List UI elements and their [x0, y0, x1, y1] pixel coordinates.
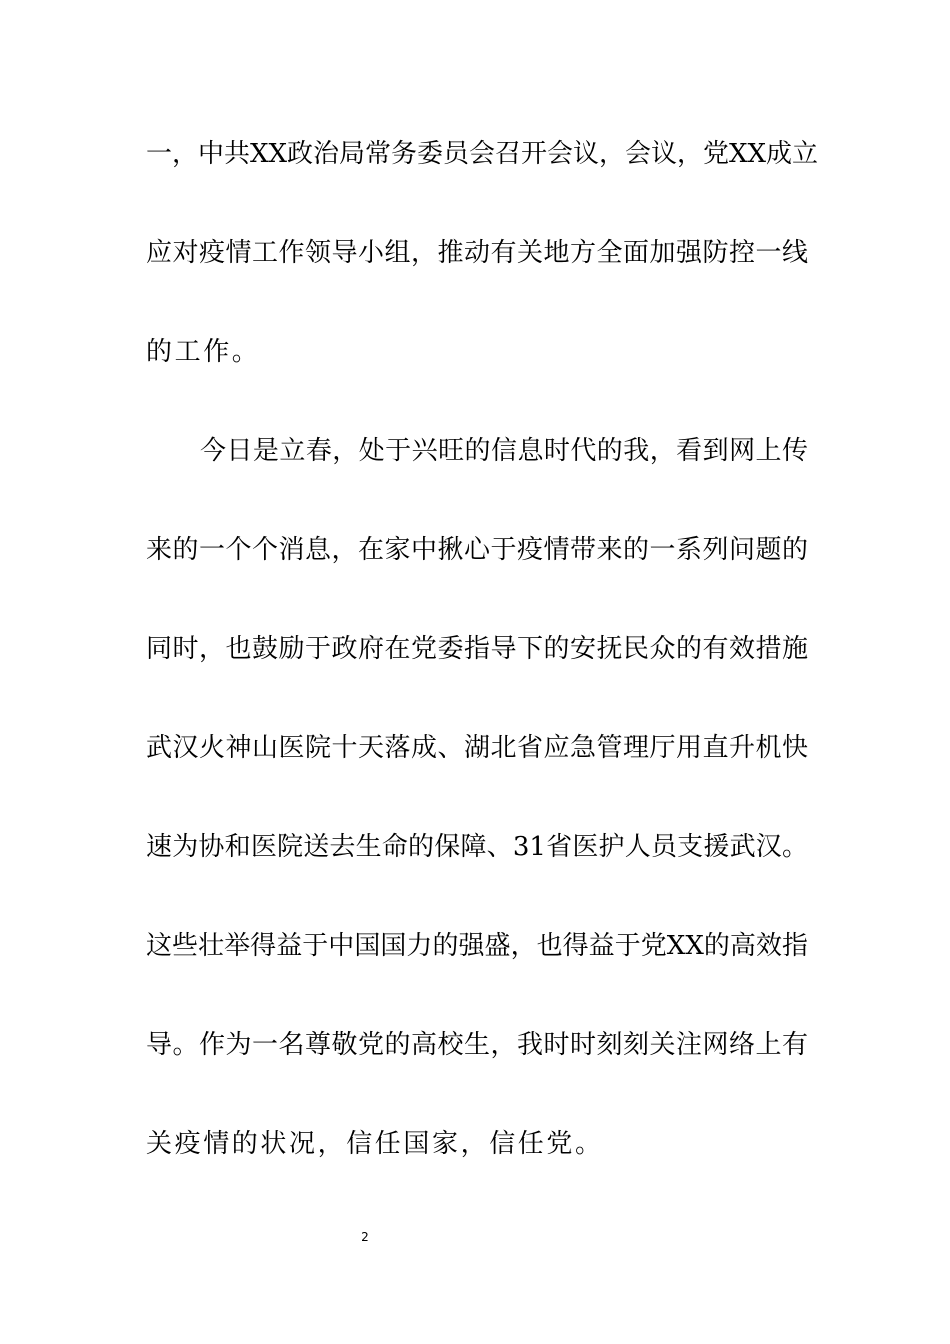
paragraph-line-5: 来的一个个消息，在家中揪心于疫情带来的一系列问题的 [146, 535, 808, 565]
paragraph-line-4: 今日是立春，处于兴旺的信息时代的我，看到网上传 [200, 436, 808, 466]
paragraph-line-11: 关疫情的状况，信任国家，信任党。 [146, 1129, 604, 1159]
paragraph-line-3: 的工作。 [146, 337, 261, 367]
paragraph-line-8: 速为协和医院送去生命的保障、31省医护人员支援武汉。 [146, 832, 808, 862]
paragraph-line-1: 一，中共XX政治局常务委员会召开会议，会议，党XX成立 [146, 139, 819, 169]
page-number: 2 [361, 1230, 369, 1244]
paragraph-line-6: 同时，也鼓励于政府在党委指导下的安抚民众的有效措施 [146, 634, 808, 664]
paragraph-line-2: 应对疫情工作领导小组，推动有关地方全面加强防控一线 [146, 238, 808, 268]
paragraph-line-10: 导。作为一名尊敬党的高校生，我时时刻刻关注网络上有 [146, 1030, 808, 1060]
paragraph-line-7: 武汉火神山医院十天落成、湖北省应急管理厅用直升机快 [146, 733, 808, 763]
paragraph-line-9: 这些壮举得益于中国国力的强盛，也得益于党XX的高效指 [146, 931, 808, 961]
